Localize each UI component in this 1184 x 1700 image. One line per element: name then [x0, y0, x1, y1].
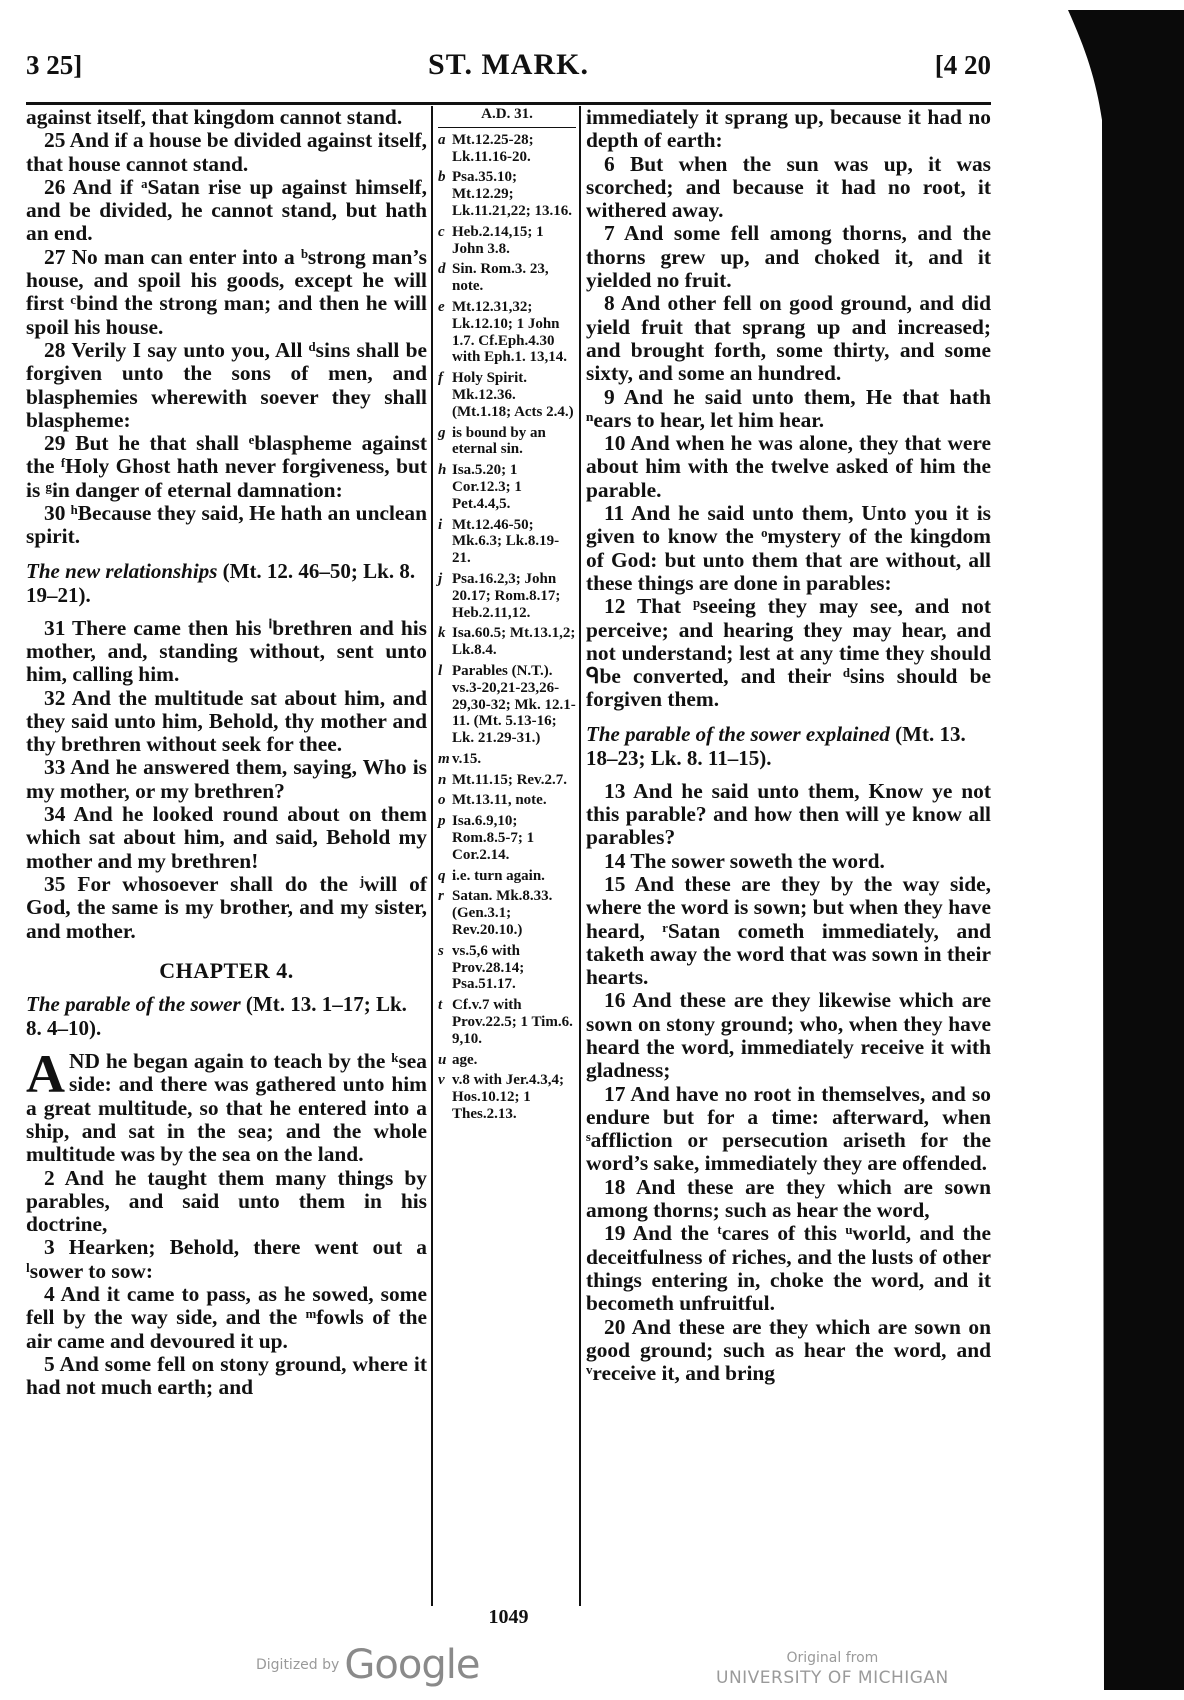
margin-note-text: Heb.2.14,15; 1 John 3.8.	[452, 223, 544, 257]
verse-paragraph: 25 And if a house be divided against itself, that house cannot stand.	[26, 128, 427, 176]
verse-paragraph: 8 And other fell on good ground, and did yield fruit that sprang up and increased; and brought forth, some thirty, and some sixty, and some an hundred.	[586, 291, 991, 386]
margin-note-key: u	[438, 1051, 447, 1068]
original-from-label: Original from	[786, 1650, 879, 1666]
margin-note-key: i	[438, 516, 443, 533]
margin-note-key: f	[438, 370, 443, 387]
section-heading-reference: (Mt. 13. 1–17; Lk. 8. 4–10).	[26, 992, 407, 1041]
margin-note	[438, 132, 576, 166]
margin-note-key: j	[438, 570, 443, 587]
margin-note-text: Psa.35.10; Mt.12.29; Lk.11.21,22; 13.16.	[452, 169, 573, 219]
margin-note	[438, 1072, 576, 1122]
verse-paragraph: 30 ʰBecause they said, He hath an unclean spirit.	[26, 501, 427, 549]
margin-note-key: d	[438, 261, 446, 278]
verse-paragraph: 16 And these are they likewise which are sown on stony ground; who, when they have heard the word, immediately receive it with gladness;	[586, 988, 991, 1083]
verse-text: ND he began again to teach by the ᵏsea side: and there was gathered unto him a great multitude, so that he entered into a ship, and sat in the sea; and the whole multitude was by the sea on the land.	[26, 1049, 427, 1167]
verse-paragraph: 14 The sower soweth the word.	[604, 848, 885, 873]
section-heading-reference: (Mt. 12. 46–50; Lk. 8. 19–21).	[26, 558, 416, 607]
verse-paragraph: 7 And some fell among thorns, and the thorns grew up, and choked it, and it yielded no fruit.	[586, 221, 991, 293]
chapter-heading: CHAPTER 4.	[159, 957, 294, 983]
margin-note-key: n	[438, 771, 447, 788]
margin-note-text: i.e. turn again.	[452, 867, 545, 884]
margin-note	[438, 462, 576, 512]
margin-note	[438, 1052, 576, 1069]
bible-page	[26, 44, 991, 1644]
verse-paragraph: 31 There came then his ⁱbrethren and his mother, and, standing without, sent unto him, calling him.	[26, 615, 427, 687]
section-heading-title: The new relationships	[26, 558, 218, 583]
section-heading	[586, 722, 991, 770]
verse-paragraph: immediately it sprang up, because it had no depth of earth:	[586, 105, 991, 153]
verse-paragraph: 6 But when the sun was up, it was scorched; and because it had no root, it withered away.	[586, 151, 991, 223]
header-right-reference: [4 20	[934, 50, 991, 80]
digitized-by-label: Digitized by	[256, 1657, 340, 1673]
margin-note-key: o	[438, 792, 446, 809]
margin-note	[438, 299, 576, 366]
column-divider-right	[579, 106, 581, 1606]
verse-paragraph: against itself, that kingdom cannot stand.	[26, 105, 403, 129]
source-attribution	[716, 1648, 949, 1688]
verse-paragraph: 11 And he said unto them, Unto you it is given to know the ᵒmystery of the kingdom of God: but unto them that are without, all these things are done in parables:	[586, 501, 991, 595]
margin-notes	[438, 132, 576, 1123]
margin-note	[438, 425, 576, 459]
verse-paragraph: 10 And when he was alone, they that were about him with the twelve asked of him the parable.	[586, 431, 991, 502]
verse-paragraph: 9 And he said unto them, He that hath ⁿears to hear, let him hear.	[586, 384, 991, 432]
margin-note-key: r	[438, 888, 444, 905]
verse-paragraph: 5 And some fell on stony ground, where it had not much earth; and	[26, 1351, 427, 1400]
margin-note	[438, 792, 576, 809]
margin-note-text: Mt.12.25-28; Lk.11.16-20.	[452, 131, 534, 165]
margin-note	[438, 517, 576, 567]
running-head	[26, 44, 991, 86]
verse-paragraph: 32 And the multitude sat about him, and they said unto him, Behold, thy mother and thy brethren without seek for thee.	[26, 685, 427, 757]
margin-note	[438, 370, 576, 420]
column-divider-left	[431, 106, 433, 1606]
margin-note-text: vs.5,6 with Prov.28.14; Psa.51.17.	[452, 942, 525, 993]
margin-note	[438, 224, 576, 258]
margin-note	[438, 751, 576, 768]
margin-note-text: v.8 with Jer.4.3,4; Hos.10.12; 1 Thes.2.13.	[452, 1072, 564, 1123]
chapter-opening-verse	[26, 1044, 427, 1167]
margin-note-key: p	[438, 813, 446, 830]
margin-note-text: Mt.12.46-50; Mk.6.3; Lk.8.19-21.	[452, 516, 560, 567]
margin-note-text: Satan. Mk.8.33. (Gen.3.1; Rev.20.10.)	[452, 888, 553, 939]
margin-note-text: age.	[452, 1051, 478, 1068]
margin-note	[438, 888, 576, 938]
margin-note-text: Mt.13.11, note.	[452, 792, 547, 809]
margin-note-key: a	[438, 131, 446, 148]
margin-note-key: g	[438, 424, 446, 441]
margin-note	[438, 868, 576, 885]
margin-note-key: s	[438, 942, 444, 959]
section-heading	[26, 992, 427, 1040]
verse-paragraph: 20 And these are they which are sown on good ground; such as hear the word, and ᵛreceive it, and bring	[586, 1314, 991, 1386]
section-heading-reference: (Mt. 13. 18–23; Lk. 8. 11–15).	[586, 721, 966, 770]
margin-note	[438, 943, 576, 993]
margin-note-key: c	[438, 223, 445, 240]
digitized-by-google	[256, 1642, 479, 1688]
verse-paragraph: 19 And the ᵗcares of this ᵘworld, and the deceitfulness of riches, and the lusts of other things entering in, choke the word, and it becometh unfruitful.	[586, 1221, 991, 1316]
margin-note-text: v.15.	[452, 750, 482, 767]
margin-note-key: q	[438, 867, 446, 884]
book-title: ST. MARK.	[428, 48, 589, 81]
section-heading	[26, 559, 427, 607]
margin-note-text: Mt.12.31,32; Lk.12.10; 1 John 1.7. Cf.Eph.4.30 with Eph.1. 13,14.	[452, 298, 568, 366]
drop-cap: A	[26, 1044, 65, 1105]
verse-paragraph: 3 Hearken; Behold, there went out a ˡsower to sow:	[26, 1235, 427, 1283]
margin-date-label: A.D. 31.	[438, 106, 576, 128]
source-institution: UNIVERSITY OF MICHIGAN	[716, 1668, 949, 1688]
margin-note-key: v	[438, 1072, 445, 1089]
margin-note-key: e	[438, 298, 445, 315]
margin-note	[438, 261, 576, 295]
header-left-reference: 3 25]	[26, 50, 83, 80]
verse-paragraph: 28 Verily I say unto you, All ᵈsins shall be forgiven unto the sons of men, and blasphemies wherewith soever they shall blaspheme:	[26, 337, 427, 432]
margin-note-text: Cf.v.7 with Prov.22.5; 1 Tim.6. 9,10.	[452, 997, 573, 1047]
verse-paragraph: 17 And have no root in themselves, and so endure but for a time: afterward, when ˢaffliction or persecution ariseth for the word’s sake, immediately they are offended.	[586, 1081, 991, 1176]
margin-note-key: h	[438, 462, 447, 479]
verse-paragraph: 12 That ᵖseeing they may see, and not perceive; and hearing they may hear, and not understand; lest at any time they should ᑫbe converted, and their ᵈsins should be forgiven them.	[586, 594, 991, 712]
margin-note-key: t	[438, 997, 443, 1014]
margin-references-column	[438, 106, 576, 1127]
margin-note-text: Isa.5.20; 1 Cor.12.3; 1 Pet.4.4,5.	[452, 462, 522, 512]
left-text-column	[26, 106, 427, 1400]
verse-paragraph: 4 And it came to pass, as he sowed, some fell by the way side, and the ᵐfowls of the air came and devoured it up.	[26, 1282, 427, 1353]
right-text-column	[586, 106, 991, 1385]
margin-note-text: is bound by an eternal sin.	[452, 424, 546, 458]
margin-note-key: b	[438, 169, 446, 186]
verse-paragraph: 34 And he looked round about on them which sat about him, and said, Behold my mother and my brethren!	[26, 802, 427, 873]
margin-note	[438, 571, 576, 621]
margin-note-text: Mt.11.15; Rev.2.7.	[452, 771, 567, 788]
margin-note	[438, 772, 576, 789]
margin-note-text: Parables (N.T.). vs.3-20,21-23,26-29,30-32; Mk. 12.1-11. (Mt. 5.13-16; Lk. 21.29-31.)	[452, 662, 576, 747]
margin-note	[438, 169, 576, 219]
margin-note-text: Sin. Rom.3. 23, note.	[452, 261, 549, 295]
verse-paragraph: 18 And these are they which are sown among thorns; such as hear the word,	[586, 1174, 991, 1223]
margin-note	[438, 813, 576, 863]
verse-paragraph: 13 And he said unto them, Know ye not this parable? and how then will ye know all parables?	[586, 778, 991, 850]
verse-paragraph: 29 But he that shall ᵉblaspheme against the ᶠHoly Ghost hath never forgiveness, but is ᵍin danger of eternal damnation:	[26, 431, 427, 502]
verse-paragraph: 27 No man can enter into a ᵇstrong man’s house, and spoil his goods, except he will first ᶜbind the strong man; and then he will spoil his house.	[26, 244, 427, 339]
margin-note	[438, 997, 576, 1047]
margin-note-key: k	[438, 625, 446, 642]
verse-paragraph: 26 And if ᵃSatan rise up against himself, and be divided, he cannot stand, but hath an end.	[26, 174, 427, 246]
margin-note-text: Psa.16.2,3; John 20.17; Rom.8.17; Heb.2.11,12.	[452, 570, 561, 621]
google-logo: Google	[344, 1642, 480, 1688]
verse-paragraph: 33 And he answered them, saying, Who is my mother, or my brethren?	[26, 755, 427, 803]
margin-note-text: Holy Spirit. Mk.12.36. (Mt.1.18; Acts 2.4.)	[452, 370, 574, 420]
margin-note	[438, 625, 576, 659]
section-heading-title: The parable of the sower explained	[586, 721, 890, 746]
verse-paragraph: 2 And he taught them many things by parables, and said unto them in his doctrine,	[26, 1165, 427, 1237]
verse-paragraph: 35 For whosoever shall do the ʲwill of God, the same is my brother, and my sister, and mother.	[26, 871, 427, 943]
margin-note-text: Isa.6.9,10; Rom.8.5-7; 1 Cor.2.14.	[452, 813, 535, 863]
page-number: 1049	[488, 1606, 529, 1628]
margin-note-key: l	[438, 662, 443, 679]
margin-note	[438, 663, 576, 747]
verse-paragraph: 15 And these are they by the way side, where the word is sown; but when they have heard, ʳSatan cometh immediately, and taketh away the word that was sown in their hearts.	[586, 871, 991, 990]
margin-note-text: Isa.60.5; Mt.13.1,2; Lk.8.4.	[452, 625, 576, 659]
book-spine-shadow	[1060, 10, 1184, 1690]
margin-note-key: m	[438, 750, 450, 767]
section-heading-title: The parable of the sower	[26, 992, 241, 1017]
